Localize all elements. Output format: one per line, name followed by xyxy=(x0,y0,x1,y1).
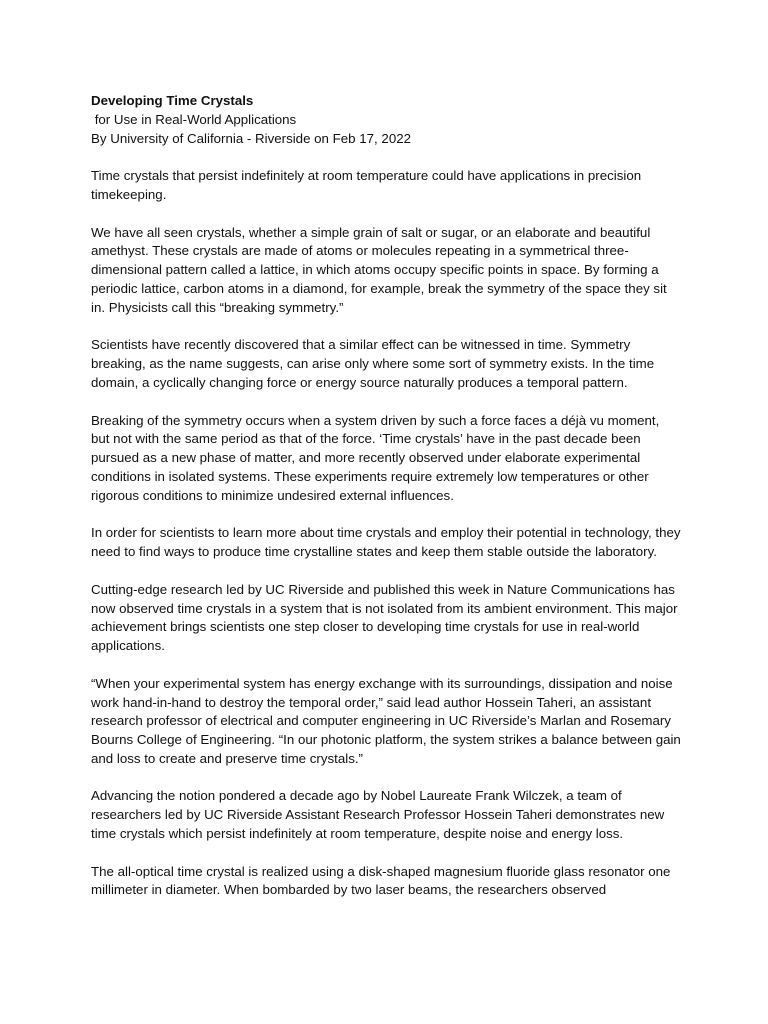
article-title: Developing Time Crystals xyxy=(91,93,254,108)
paragraph-1: Time crystals that persist indefinitely at room temperature could have applications in precision timekeeping. xyxy=(91,168,642,202)
article-header xyxy=(91,92,681,148)
paragraph-9: The all-optical time crystal is realized using a disk-shaped magnesium fluoride glass resonator one millimeter in diameter. When bombarded by two laser beams, the researchers observed xyxy=(91,863,671,898)
paragraph-6: Cutting-edge research led by UC Riverside and published this week in Nature Communications has now observed time crystals in a system that is not isolated from its ambient environment. This major achievement brings scientists one step closer to developing time crystals for use in real-world applications. xyxy=(91,581,678,654)
paragraph-8: Advancing the notion pondered a decade ago by Nobel Laureate Frank Wilczek, a team of researchers led by UC Riverside Assistant Research Professor Hossein Taheri demonstrates new time crystals which persist indefinitely at room temperature, despite noise and energy loss. xyxy=(91,788,665,842)
article-subtitle: for Use in Real-World Applications xyxy=(91,111,297,127)
article-byline: By University of California - Riverside on Feb 17, 2022 xyxy=(91,130,412,146)
paragraph-2: We have all seen crystals, whether a simple grain of salt or sugar, or an elaborate and beautiful amethyst. These crystals are made of atoms or molecules repeating in a symmetrical three-dimensional pattern called a lattice, in which atoms occupy specific points in space. By forming a periodic lattice, carbon atoms in a diamond, for example, break the symmetry of the space they sit in. Physicists call this “breaking symmetry.” xyxy=(91,224,667,315)
paragraph-4: Breaking of the symmetry occurs when a system driven by such a force faces a déjà vu moment, but not with the same period as that of the force. ‘Time crystals’ have in the past decade been pursued as a new phase of matter, and more recently observed under elaborate experimental conditions in isolated systems. These experiments require extremely low temperatures or other rigorous conditions to minimize undesired external influences. xyxy=(91,412,660,503)
paragraph-7: “When your experimental system has energy exchange with its surroundings, dissipation and noise work hand-in-hand to destroy the temporal order,” said lead author Hossein Taheri, an assistant research professor of electrical and computer engineering in UC Riverside’s Marlan and Rosemary Bourns College of Engineering. “In our photonic platform, the system strikes a balance between gain and loss to create and preserve time crystals.” xyxy=(91,675,681,766)
paragraph-5: In order for scientists to learn more about time crystals and employ their potential in technology, they need to find ways to produce time crystalline states and keep them stable outside the laboratory. xyxy=(91,525,681,560)
document-page xyxy=(91,92,681,919)
paragraph-3: Scientists have recently discovered that a similar effect can be witnessed in time. Symmetry breaking, as the name suggests, can arise only where some sort of symmetry exists. In the time domain, a cyclically changing force or energy source naturally produces a temporal pattern. xyxy=(91,337,655,390)
